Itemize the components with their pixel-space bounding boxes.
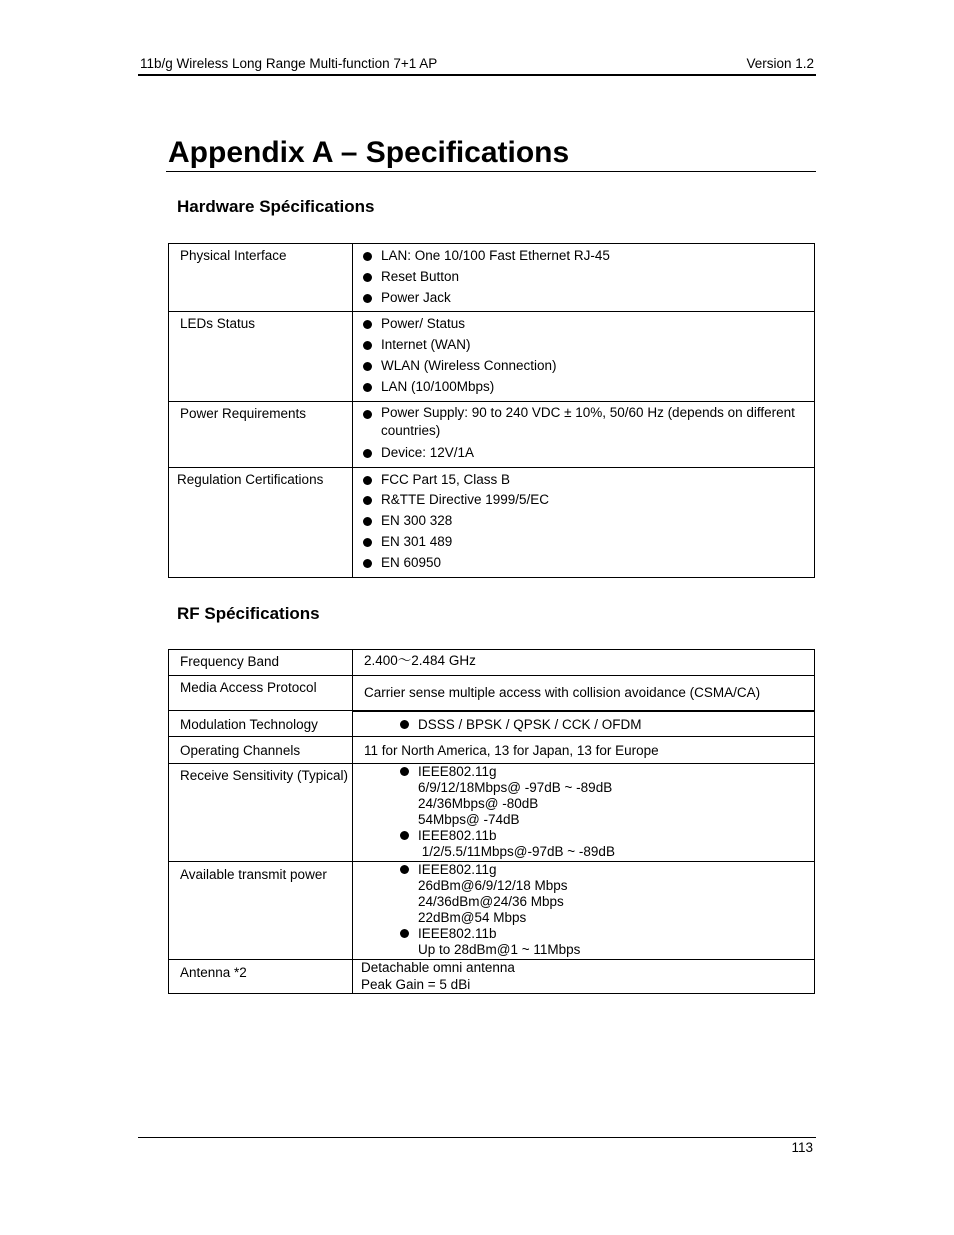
bullet-list [353,244,814,311]
list-item: Reset Button [361,267,814,288]
list-item: Device: 12V/1A [361,443,814,464]
row-label: Regulation Certifications [177,471,324,487]
row-value: Detachable omni antenna [361,960,515,975]
row-label: Power Requirements [180,405,307,421]
row-value: 2.400～2.484 GHz [364,653,476,668]
table-row [169,764,815,862]
bullet-list [353,312,814,400]
rf-heading: RF Spécifications [177,604,320,623]
table-row [169,312,815,401]
list-item: IEEE802.11b Up to 28dBm@1 ~ 11Mbps [398,926,814,958]
bullet-list [353,764,814,860]
list-item: EN 301 489 [361,532,814,553]
table-row [169,244,815,312]
list-item: Internet (WAN) [361,335,814,356]
rf-spec-table [168,649,815,994]
list-item: Power Jack [361,288,814,309]
row-label: Operating Channels [180,743,301,758]
table-row [169,676,815,711]
table-row [169,862,815,960]
bullet-list [353,862,814,958]
list-item: EN 300 328 [361,511,814,532]
list-item: LAN (10/100Mbps) [361,377,814,398]
row-label: Physical Interface [180,248,287,263]
table-row [169,650,815,676]
list-item: DSSS / BPSK / QPSK / CCK / OFDM [398,717,814,733]
row-value: 11 for North America, 13 for Japan, 13 for Europe [364,743,659,758]
hardware-heading: Hardware Spécifications [177,197,375,216]
header-version: Version 1.2 [746,56,814,71]
row-label: Frequency Band [180,654,280,669]
table-row [169,960,815,994]
row-label: Receive Sensitivity (Typical) [180,768,349,783]
bullet-list [353,468,814,577]
list-item: IEEE802.11g 26dBm@6/9/12/18 Mbps 24/36dBm@24/36 Mbps 22dBm@54 Mbps [398,862,814,926]
footer-divider [138,1137,816,1138]
bullet-list [353,712,814,733]
page-title: Appendix A – Specifications [166,134,816,172]
list-item: Power/ Status [361,314,814,335]
table-row [169,467,815,577]
row-label: Available transmit power [180,867,327,882]
page-number: 113 [791,1140,813,1155]
hardware-spec-table [168,243,815,578]
list-item: EN 60950 [361,553,814,574]
row-label: LEDs Status [180,316,256,332]
list-item: FCC Part 15, Class B [361,470,814,491]
bullet-list [353,402,814,467]
list-item: LAN: One 10/100 Fast Ethernet RJ-45 [361,246,814,267]
row-value: Carrier sense multiple access with collision avoidance (CSMA/CA) [364,685,761,700]
row-label: Antenna *2 [180,965,247,980]
row-value: Peak Gain = 5 dBi [361,976,471,992]
row-label: Modulation Technology [180,717,318,732]
table-row [169,401,815,467]
list-item: R&TTE Directive 1999/5/EC [361,490,814,511]
table-row [169,737,815,764]
list-item: Power Supply: 90 to 240 VDC ± 10%, 50/60 Hz (depends on different countries) [361,404,814,443]
table-row [169,711,815,737]
list-item: WLAN (Wireless Connection) [361,356,814,377]
row-label: Media Access Protocol [180,680,317,695]
header-product: 11b/g Wireless Long Range Multi-function 7+1 AP [140,56,438,71]
list-item: IEEE802.11b 1/2/5.5/11Mbps@-97dB ~ -89dB [398,828,814,860]
list-item: IEEE802.11g 6/9/12/18Mbps@ -97dB ~ -89dB 24/36Mbps@ -80dB 54Mbps@ -74dB [398,764,814,828]
page-header [138,55,816,76]
